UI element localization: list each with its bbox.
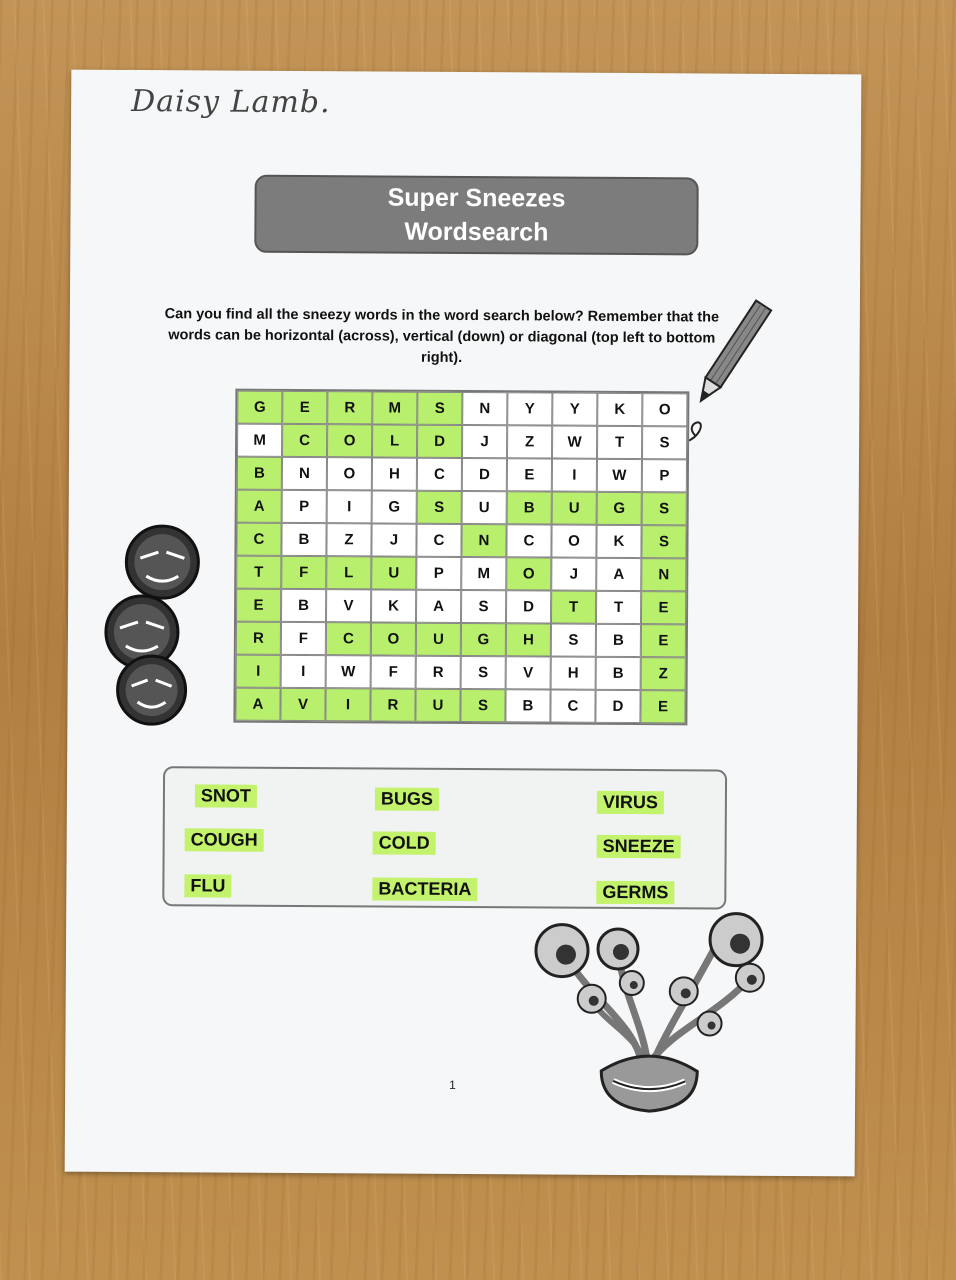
page-number: 1 <box>449 1077 456 1092</box>
grid-cell: F <box>371 655 416 688</box>
grid-cell: Z <box>641 657 686 690</box>
word-list-item: VIRUS <box>597 791 664 814</box>
grid-cell: H <box>506 623 551 656</box>
word-list-box <box>162 766 727 909</box>
grid-cell: S <box>460 689 505 722</box>
grid-cell: F <box>281 622 326 655</box>
grid-cell: L <box>372 424 417 457</box>
grid-cell: J <box>371 523 416 556</box>
grid-cell: O <box>371 622 416 655</box>
grid-cell: I <box>281 655 326 688</box>
grid-cell: K <box>371 589 416 622</box>
grid-cell: E <box>236 589 281 622</box>
grid-cell: D <box>417 425 462 458</box>
grid-cell: C <box>236 523 281 556</box>
grid-cell: I <box>236 655 281 688</box>
grid-cell: J <box>462 425 507 458</box>
grid-cell: I <box>552 459 597 492</box>
grid-cell: O <box>327 424 372 457</box>
grid-cell: T <box>551 591 596 624</box>
grid-cell: E <box>640 690 685 723</box>
grid-cell: D <box>595 690 640 723</box>
grid-cell: B <box>505 689 550 722</box>
grid-cell: W <box>597 459 642 492</box>
grid-cell: O <box>642 393 687 426</box>
grid-cell: B <box>596 624 641 657</box>
grid-cell: R <box>370 688 415 721</box>
grid-cell: W <box>326 655 371 688</box>
grid-cell: C <box>282 424 327 457</box>
grid-cell: A <box>416 590 461 623</box>
grid-cell: Z <box>326 523 371 556</box>
title-banner <box>254 175 698 256</box>
grid-cell: U <box>371 556 416 589</box>
virus-character-icon <box>126 526 198 598</box>
grid-cell: N <box>282 457 327 490</box>
grid-cell: R <box>416 656 461 689</box>
grid-cell: M <box>237 424 282 457</box>
grid-cell: S <box>642 492 687 525</box>
grid-cell: C <box>550 690 595 723</box>
grid-cell: R <box>236 622 281 655</box>
grid-cell: D <box>462 458 507 491</box>
grid-cell: V <box>506 656 551 689</box>
grid-cell: P <box>282 490 327 523</box>
grid-cell: O <box>327 457 372 490</box>
word-list-item: GERMS <box>596 881 674 904</box>
word-list-item: SNOT <box>195 784 257 807</box>
grid-cell: G <box>597 492 642 525</box>
grid-cell: D <box>506 590 551 623</box>
grid-cell: T <box>596 591 641 624</box>
title-line-1: Super Sneezes <box>387 183 566 213</box>
grid-cell: R <box>327 391 372 424</box>
instructions-text: Can you find all the sneezy words in the word search below? Remember that the words can be horizontal (across), vertical (down) or diagonal (top left to bottom right). <box>164 306 720 366</box>
grid-cell: E <box>282 391 327 424</box>
grid-cell: H <box>372 457 417 490</box>
grid-cell: S <box>461 590 506 623</box>
grid-cell: P <box>642 459 687 492</box>
grid-cell: B <box>596 657 641 690</box>
grid-cell: F <box>281 556 326 589</box>
grid-cell: I <box>327 490 372 523</box>
wordsearch-grid <box>233 389 689 726</box>
grid-cell: V <box>326 589 371 622</box>
grid-cell: E <box>507 458 552 491</box>
grid-cell: A <box>596 558 641 591</box>
grid-cell: I <box>325 688 370 721</box>
grid-cell: S <box>551 624 596 657</box>
word-list-item: SNEEZE <box>597 835 681 859</box>
grid-cell: K <box>596 525 641 558</box>
grid-cell: G <box>372 490 417 523</box>
word-list-item: COUGH <box>185 828 264 851</box>
word-list-item: COLD <box>373 831 436 854</box>
grid-cell: S <box>417 392 462 425</box>
grid-cell: T <box>236 556 281 589</box>
grid-cell: Z <box>507 425 552 458</box>
grid-cell: L <box>326 556 371 589</box>
grid-cell: E <box>641 591 686 624</box>
word-list-item: FLU <box>184 874 231 897</box>
title-line-2: Wordsearch <box>404 217 549 247</box>
grid-cell: G <box>461 623 506 656</box>
grid-cell: C <box>326 622 371 655</box>
virus-character-icon <box>117 656 185 724</box>
grid-cell: G <box>237 391 282 424</box>
grid-cell: S <box>641 525 686 558</box>
grid-cell: N <box>641 558 686 591</box>
grid-cell: H <box>551 657 596 690</box>
grid-cell: M <box>372 391 417 424</box>
grid-cell: N <box>461 524 506 557</box>
pencil-icon <box>675 295 786 446</box>
grid-cell: A <box>237 490 282 523</box>
grid-cell: U <box>415 689 460 722</box>
virus-characters-image <box>101 522 212 728</box>
grid-cell: C <box>416 524 461 557</box>
word-list-item: BUGS <box>375 787 439 810</box>
grid-cell: M <box>461 557 506 590</box>
worksheet-paper <box>65 70 862 1177</box>
grid-cell: N <box>462 392 507 425</box>
grid-cell: Y <box>507 392 552 425</box>
eyestalk-monster-image <box>521 910 782 1122</box>
grid-cell: C <box>417 458 462 491</box>
grid-cell: B <box>507 491 552 524</box>
grid-cell: J <box>551 558 596 591</box>
grid-cell: S <box>417 491 462 524</box>
grid-cell: B <box>281 523 326 556</box>
grid-cell: T <box>597 426 642 459</box>
grid-cell: O <box>506 557 551 590</box>
grid-cell: S <box>461 656 506 689</box>
grid-cell: C <box>506 524 551 557</box>
grid-cell: E <box>641 624 686 657</box>
handwritten-name: Daisy Lamb. <box>131 83 331 121</box>
word-list-item: BACTERIA <box>372 877 477 901</box>
grid-cell: W <box>552 426 597 459</box>
grid-cell: B <box>281 589 326 622</box>
grid-cell: K <box>597 393 642 426</box>
grid-cell: U <box>462 491 507 524</box>
grid-cell: V <box>280 688 325 721</box>
grid-cell: U <box>416 623 461 656</box>
grid-cell: Y <box>552 393 597 426</box>
grid-cell: O <box>551 525 596 558</box>
grid-cell: P <box>416 557 461 590</box>
grid-cell: S <box>642 426 687 459</box>
grid-cell: B <box>237 457 282 490</box>
grid-cell: U <box>552 492 597 525</box>
grid-cell: A <box>235 688 280 721</box>
